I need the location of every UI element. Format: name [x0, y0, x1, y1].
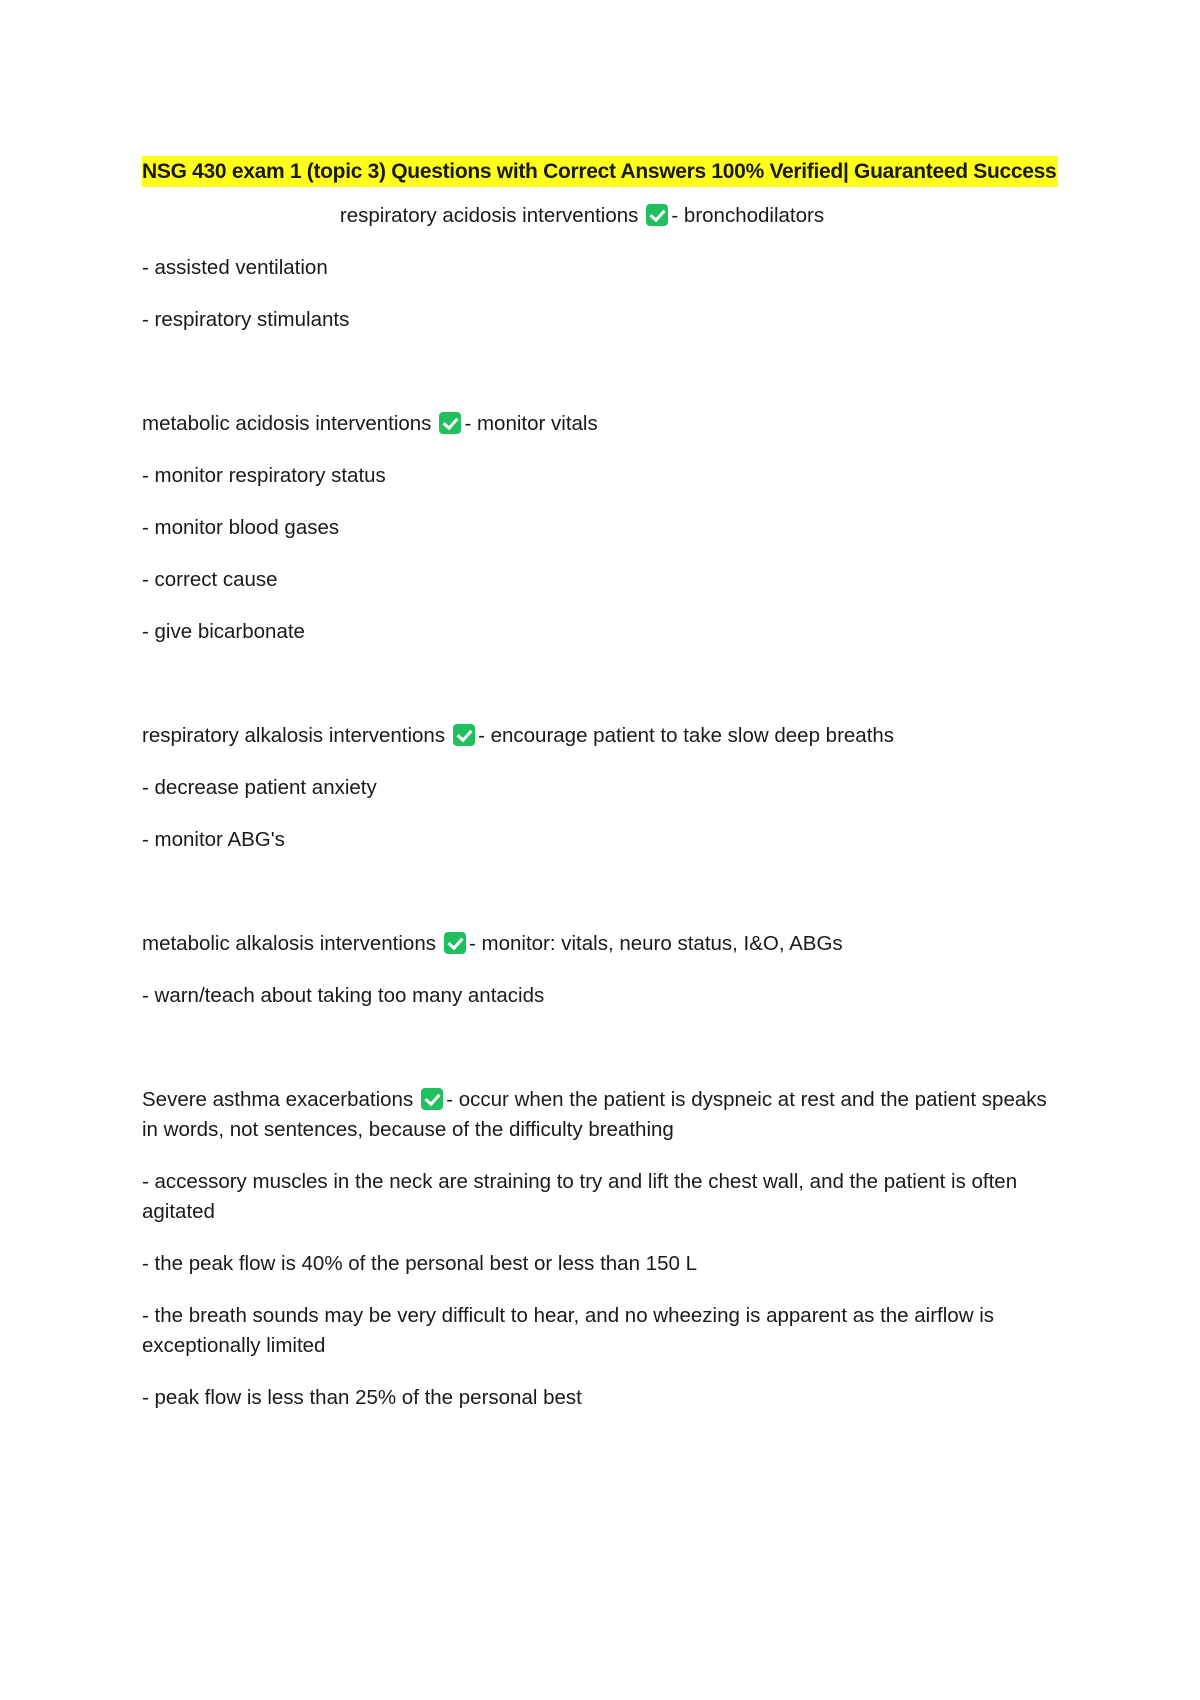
- title-row: [142, 156, 1067, 187]
- answer-text: - bronchodilators: [671, 204, 825, 227]
- question-line: [142, 201, 1067, 231]
- qa-item-metabolic-acidosis: [142, 409, 1067, 647]
- section-gap: [142, 669, 1067, 721]
- detail-line: - monitor respiratory status: [142, 464, 386, 487]
- check-icon: [439, 412, 461, 434]
- detail-line: - correct cause: [142, 568, 278, 591]
- question-line: [142, 409, 1067, 439]
- detail-line: - give bicarbonate: [142, 620, 305, 643]
- answer-text: - monitor: vitals, neuro status, I&O, ABGs: [468, 932, 843, 955]
- answer-text: - encourage patient to take slow deep breaths: [478, 724, 895, 747]
- detail-line: - decrease patient anxiety: [142, 776, 377, 799]
- question-line: [142, 1085, 1067, 1145]
- detail-line: - accessory muscles in the neck are straining to try and lift the chest wall, and the patient is often agitated: [142, 1170, 1018, 1223]
- answer-text: - occur when the patient is dyspneic at rest and the patient speaks in words, not sentences, because of the difficulty breathing: [142, 1088, 1047, 1141]
- question-line: [142, 929, 1067, 959]
- section-gap: [142, 1033, 1067, 1085]
- question-text: metabolic acidosis interventions: [142, 412, 432, 435]
- detail-line: - the breath sounds may be very difficult to hear, and no wheezing is apparent as the airflow is exceptionally limited: [142, 1304, 995, 1357]
- detail-line: - peak flow is less than 25% of the personal best: [142, 1386, 582, 1409]
- detail-line: - monitor ABG's: [142, 828, 285, 851]
- section-gap: [142, 357, 1067, 409]
- qa-item-respiratory-acidosis: [142, 201, 1067, 335]
- check-icon: [421, 1088, 443, 1110]
- qa-item-metabolic-alkalosis: [142, 929, 1067, 1011]
- document-page: [142, 156, 1067, 1435]
- check-icon: [444, 932, 466, 954]
- detail-line: - the peak flow is 40% of the personal best or less than 150 L: [142, 1252, 697, 1275]
- question-text: respiratory acidosis interventions: [339, 204, 639, 227]
- document-title: NSG 430 exam 1 (topic 3) Questions with Correct Answers 100% Verified| Guaranteed Success: [142, 156, 1058, 187]
- question-text: metabolic alkalosis interventions: [142, 932, 436, 955]
- qa-item-severe-asthma: [142, 1085, 1067, 1413]
- question-text: respiratory alkalosis interventions: [142, 724, 446, 747]
- detail-line: - warn/teach about taking too many antacids: [142, 984, 545, 1007]
- qa-item-respiratory-alkalosis: [142, 721, 1067, 855]
- detail-line: - monitor blood gases: [142, 516, 340, 539]
- question-line: [142, 721, 1067, 751]
- check-icon: [646, 204, 668, 226]
- check-icon: [453, 724, 475, 746]
- detail-line: - respiratory stimulants: [142, 308, 350, 331]
- question-text: Severe asthma exacerbations: [142, 1088, 414, 1111]
- section-gap: [142, 877, 1067, 929]
- answer-text: - monitor vitals: [464, 412, 598, 435]
- detail-line: - assisted ventilation: [142, 256, 328, 279]
